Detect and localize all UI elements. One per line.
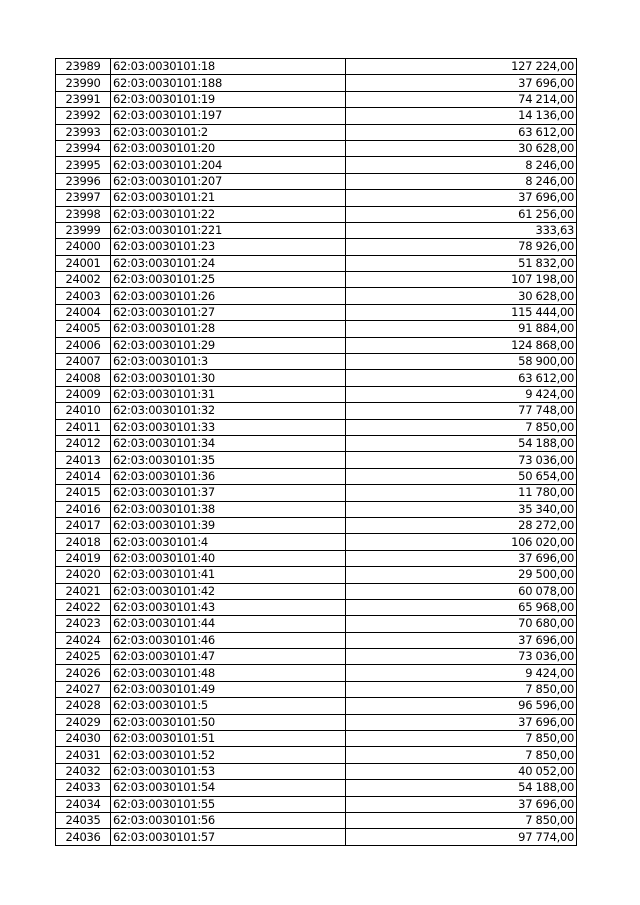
cadastral-number-cell: 62:03:0030101:29 [111, 337, 346, 353]
cadastral-number-cell: 62:03:0030101:53 [111, 763, 346, 779]
table-row [56, 485, 577, 501]
cadastral-number-cell: 62:03:0030101:46 [111, 632, 346, 648]
cadastral-number-cell: 62:03:0030101:19 [111, 91, 346, 107]
cadastral-number-cell: 62:03:0030101:21 [111, 190, 346, 206]
row-number-cell: 24036 [56, 829, 111, 845]
row-number-cell: 24013 [56, 452, 111, 468]
value-cell: 78 926,00 [346, 239, 577, 255]
cadastral-number-cell: 62:03:0030101:43 [111, 599, 346, 615]
row-number-cell: 24003 [56, 288, 111, 304]
table-row [56, 452, 577, 468]
row-number-cell: 23997 [56, 190, 111, 206]
value-cell: 73 036,00 [346, 649, 577, 665]
row-number-cell: 24024 [56, 632, 111, 648]
table-row [56, 665, 577, 681]
table-row [56, 747, 577, 763]
table-row [56, 206, 577, 222]
row-number-cell: 23992 [56, 108, 111, 124]
cadastral-number-cell: 62:03:0030101:23 [111, 239, 346, 255]
cadastral-number-cell: 62:03:0030101:40 [111, 550, 346, 566]
value-cell: 61 256,00 [346, 206, 577, 222]
cadastral-number-cell: 62:03:0030101:5 [111, 698, 346, 714]
cadastral-number-cell: 62:03:0030101:33 [111, 419, 346, 435]
row-number-cell: 24012 [56, 435, 111, 451]
table-row [56, 714, 577, 730]
row-number-cell: 24021 [56, 583, 111, 599]
value-cell: 30 628,00 [346, 140, 577, 156]
cadastral-number-cell: 62:03:0030101:56 [111, 812, 346, 828]
value-cell: 30 628,00 [346, 288, 577, 304]
table-row [56, 812, 577, 828]
cadastral-number-cell: 62:03:0030101:2 [111, 124, 346, 140]
cadastral-number-cell: 62:03:0030101:49 [111, 681, 346, 697]
value-cell: 115 444,00 [346, 304, 577, 320]
table-row [56, 239, 577, 255]
row-number-cell: 24001 [56, 255, 111, 271]
cadastral-number-cell: 62:03:0030101:38 [111, 501, 346, 517]
table-row [56, 681, 577, 697]
table-row [56, 599, 577, 615]
value-cell: 28 272,00 [346, 517, 577, 533]
cadastral-number-cell: 62:03:0030101:31 [111, 386, 346, 402]
cadastral-number-cell: 62:03:0030101:48 [111, 665, 346, 681]
row-number-cell: 23990 [56, 75, 111, 91]
table-row [56, 550, 577, 566]
table-row [56, 419, 577, 435]
value-cell: 37 696,00 [346, 190, 577, 206]
value-cell: 54 188,00 [346, 780, 577, 796]
row-number-cell: 24025 [56, 649, 111, 665]
cadastral-number-cell: 62:03:0030101:32 [111, 403, 346, 419]
row-number-cell: 24019 [56, 550, 111, 566]
row-number-cell: 24022 [56, 599, 111, 615]
value-cell: 8 246,00 [346, 173, 577, 189]
row-number-cell: 24016 [56, 501, 111, 517]
row-number-cell: 24002 [56, 272, 111, 288]
table-row [56, 435, 577, 451]
table-row [56, 124, 577, 140]
value-cell: 77 748,00 [346, 403, 577, 419]
table-row [56, 354, 577, 370]
value-cell: 63 612,00 [346, 124, 577, 140]
value-cell: 9 424,00 [346, 386, 577, 402]
row-number-cell: 24029 [56, 714, 111, 730]
cadastral-number-cell: 62:03:0030101:42 [111, 583, 346, 599]
value-cell: 37 696,00 [346, 632, 577, 648]
table-row [56, 583, 577, 599]
table-row [56, 386, 577, 402]
cadastral-number-cell: 62:03:0030101:25 [111, 272, 346, 288]
cadastral-number-cell: 62:03:0030101:55 [111, 796, 346, 812]
cadastral-number-cell: 62:03:0030101:34 [111, 435, 346, 451]
row-number-cell: 23989 [56, 59, 111, 75]
row-number-cell: 24011 [56, 419, 111, 435]
value-cell: 96 596,00 [346, 698, 577, 714]
table-row [56, 59, 577, 75]
table-row [56, 468, 577, 484]
cadastral-number-cell: 62:03:0030101:24 [111, 255, 346, 271]
value-cell: 74 214,00 [346, 91, 577, 107]
value-cell: 37 696,00 [346, 714, 577, 730]
value-cell: 54 188,00 [346, 435, 577, 451]
cadastral-number-cell: 62:03:0030101:28 [111, 321, 346, 337]
table-row [56, 517, 577, 533]
value-cell: 8 246,00 [346, 157, 577, 173]
row-number-cell: 23996 [56, 173, 111, 189]
cadastral-number-cell: 62:03:0030101:57 [111, 829, 346, 845]
value-cell: 11 780,00 [346, 485, 577, 501]
table-row [56, 501, 577, 517]
table-row [56, 534, 577, 550]
table-row [56, 140, 577, 156]
value-cell: 37 696,00 [346, 796, 577, 812]
cadastral-number-cell: 62:03:0030101:36 [111, 468, 346, 484]
value-cell: 29 500,00 [346, 567, 577, 583]
table-row [56, 649, 577, 665]
cadastral-number-cell: 62:03:0030101:30 [111, 370, 346, 386]
row-number-cell: 24018 [56, 534, 111, 550]
value-cell: 7 850,00 [346, 681, 577, 697]
value-cell: 7 850,00 [346, 747, 577, 763]
table-row [56, 190, 577, 206]
cadastral-number-cell: 62:03:0030101:51 [111, 731, 346, 747]
row-number-cell: 23993 [56, 124, 111, 140]
table-row [56, 698, 577, 714]
value-cell: 37 696,00 [346, 550, 577, 566]
row-number-cell: 24032 [56, 763, 111, 779]
cadastral-number-cell: 62:03:0030101:52 [111, 747, 346, 763]
cadastral-number-cell: 62:03:0030101:41 [111, 567, 346, 583]
value-cell: 124 868,00 [346, 337, 577, 353]
value-cell: 58 900,00 [346, 354, 577, 370]
table-row [56, 304, 577, 320]
table-row [56, 108, 577, 124]
table-row [56, 632, 577, 648]
row-number-cell: 24033 [56, 780, 111, 796]
value-cell: 127 224,00 [346, 59, 577, 75]
cadastral-value-table [55, 58, 577, 846]
cadastral-number-cell: 62:03:0030101:197 [111, 108, 346, 124]
table-row [56, 222, 577, 238]
cadastral-number-cell: 62:03:0030101:3 [111, 354, 346, 370]
table-row [56, 731, 577, 747]
table-row [56, 272, 577, 288]
cadastral-number-cell: 62:03:0030101:221 [111, 222, 346, 238]
cadastral-number-cell: 62:03:0030101:37 [111, 485, 346, 501]
row-number-cell: 24008 [56, 370, 111, 386]
row-number-cell: 24005 [56, 321, 111, 337]
table-row [56, 403, 577, 419]
row-number-cell: 24031 [56, 747, 111, 763]
value-cell: 107 198,00 [346, 272, 577, 288]
row-number-cell: 24027 [56, 681, 111, 697]
table-row [56, 288, 577, 304]
row-number-cell: 23991 [56, 91, 111, 107]
value-cell: 9 424,00 [346, 665, 577, 681]
row-number-cell: 24015 [56, 485, 111, 501]
cadastral-number-cell: 62:03:0030101:20 [111, 140, 346, 156]
table-row [56, 370, 577, 386]
row-number-cell: 24035 [56, 812, 111, 828]
value-cell: 14 136,00 [346, 108, 577, 124]
table-body [56, 59, 577, 846]
value-cell: 106 020,00 [346, 534, 577, 550]
value-cell: 50 654,00 [346, 468, 577, 484]
row-number-cell: 23994 [56, 140, 111, 156]
table-row [56, 780, 577, 796]
value-cell: 97 774,00 [346, 829, 577, 845]
row-number-cell: 24023 [56, 616, 111, 632]
table-row [56, 616, 577, 632]
value-cell: 333,63 [346, 222, 577, 238]
row-number-cell: 24009 [56, 386, 111, 402]
cadastral-number-cell: 62:03:0030101:35 [111, 452, 346, 468]
row-number-cell: 24026 [56, 665, 111, 681]
cadastral-number-cell: 62:03:0030101:4 [111, 534, 346, 550]
table-row [56, 157, 577, 173]
table-row [56, 337, 577, 353]
cadastral-number-cell: 62:03:0030101:207 [111, 173, 346, 189]
row-number-cell: 24020 [56, 567, 111, 583]
table-row [56, 255, 577, 271]
cadastral-number-cell: 62:03:0030101:47 [111, 649, 346, 665]
row-number-cell: 24034 [56, 796, 111, 812]
value-cell: 91 884,00 [346, 321, 577, 337]
row-number-cell: 24030 [56, 731, 111, 747]
row-number-cell: 23999 [56, 222, 111, 238]
table-row [56, 173, 577, 189]
cadastral-number-cell: 62:03:0030101:22 [111, 206, 346, 222]
value-cell: 37 696,00 [346, 75, 577, 91]
cadastral-number-cell: 62:03:0030101:188 [111, 75, 346, 91]
row-number-cell: 24028 [56, 698, 111, 714]
row-number-cell: 24000 [56, 239, 111, 255]
cadastral-number-cell: 62:03:0030101:54 [111, 780, 346, 796]
table-row [56, 763, 577, 779]
row-number-cell: 24004 [56, 304, 111, 320]
value-cell: 7 850,00 [346, 419, 577, 435]
row-number-cell: 23998 [56, 206, 111, 222]
row-number-cell: 24006 [56, 337, 111, 353]
cadastral-number-cell: 62:03:0030101:50 [111, 714, 346, 730]
table-row [56, 75, 577, 91]
value-cell: 7 850,00 [346, 731, 577, 747]
value-cell: 35 340,00 [346, 501, 577, 517]
value-cell: 73 036,00 [346, 452, 577, 468]
row-number-cell: 24014 [56, 468, 111, 484]
cadastral-number-cell: 62:03:0030101:18 [111, 59, 346, 75]
cadastral-number-cell: 62:03:0030101:26 [111, 288, 346, 304]
row-number-cell: 24017 [56, 517, 111, 533]
cadastral-number-cell: 62:03:0030101:27 [111, 304, 346, 320]
value-cell: 60 078,00 [346, 583, 577, 599]
value-cell: 51 832,00 [346, 255, 577, 271]
row-number-cell: 24007 [56, 354, 111, 370]
cadastral-number-cell: 62:03:0030101:39 [111, 517, 346, 533]
cadastral-number-cell: 62:03:0030101:44 [111, 616, 346, 632]
row-number-cell: 24010 [56, 403, 111, 419]
row-number-cell: 23995 [56, 157, 111, 173]
table-row [56, 829, 577, 845]
table-row [56, 321, 577, 337]
table-row [56, 567, 577, 583]
value-cell: 7 850,00 [346, 812, 577, 828]
value-cell: 63 612,00 [346, 370, 577, 386]
table-row [56, 796, 577, 812]
cadastral-number-cell: 62:03:0030101:204 [111, 157, 346, 173]
value-cell: 65 968,00 [346, 599, 577, 615]
table-row [56, 91, 577, 107]
value-cell: 40 052,00 [346, 763, 577, 779]
value-cell: 70 680,00 [346, 616, 577, 632]
